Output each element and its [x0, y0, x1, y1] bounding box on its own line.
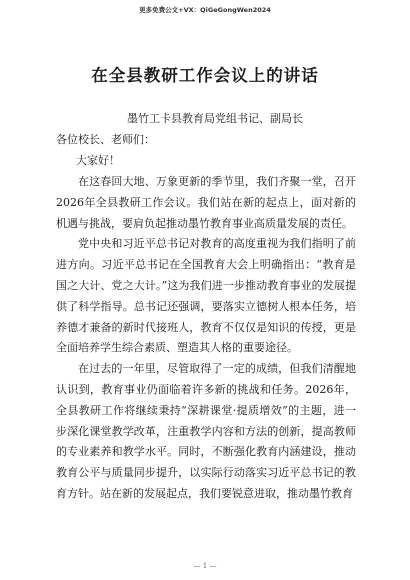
document-title: 在全县教研工作会议上的讲话 [91, 66, 319, 85]
page-number: — 1 — [193, 562, 217, 570]
paragraph: 党中央和习近平总书记对教育的高度重视为我们指明了前进方向。习近平总书记在全国教育大会上明确指出：“教育是国之大计、党之大计。”这为我们进一步推动教育事业的发展提供了科学指导。总书记还强调，要落实立德树人根本任务，培养德才兼备的新时代接班人，教育不仅仅是知识的传授，更是全面培养学生综合素质、塑造其人格的重要途径。 [56, 237, 356, 355]
promo-banner: 更多免费公文+VX：QiGeGongWen2024 [139, 6, 271, 14]
paragraph: 在过去的一年里，尽管取得了一定的成绩，但我们清醒地认识到，教育事业仍面临着许多新的挑战和任务。2026年，全县教研工作将继续秉持“深耕课堂·提质增效”的主题，进一步深化课堂教学改革，注重教学内容和方法的创新，提高教师的专业素养和教学水平。同时，不断强化教育内涵建设，推动教育公平与质量同步提升，以实际行动落实习近平总书记的教育方针。站在新的发展起点，我们要锐意进取，推动墨竹教育 [56, 362, 356, 500]
paragraph: 在这春回大地、万象更新的季节里，我们齐聚一堂，召开2026年全县教研工作会议。我们站在新的起点上，面对新的机遇与挑战，要肩负起推动墨竹教育事业高质量发展的责任。 [56, 175, 356, 230]
speaker-line: 墨竹工卡县教育局党组书记、副局长 [127, 112, 303, 125]
greeting: 大家好！ [76, 154, 120, 167]
speech-body [56, 172, 356, 505]
salutation: 各位校长、老师们： [56, 133, 155, 146]
